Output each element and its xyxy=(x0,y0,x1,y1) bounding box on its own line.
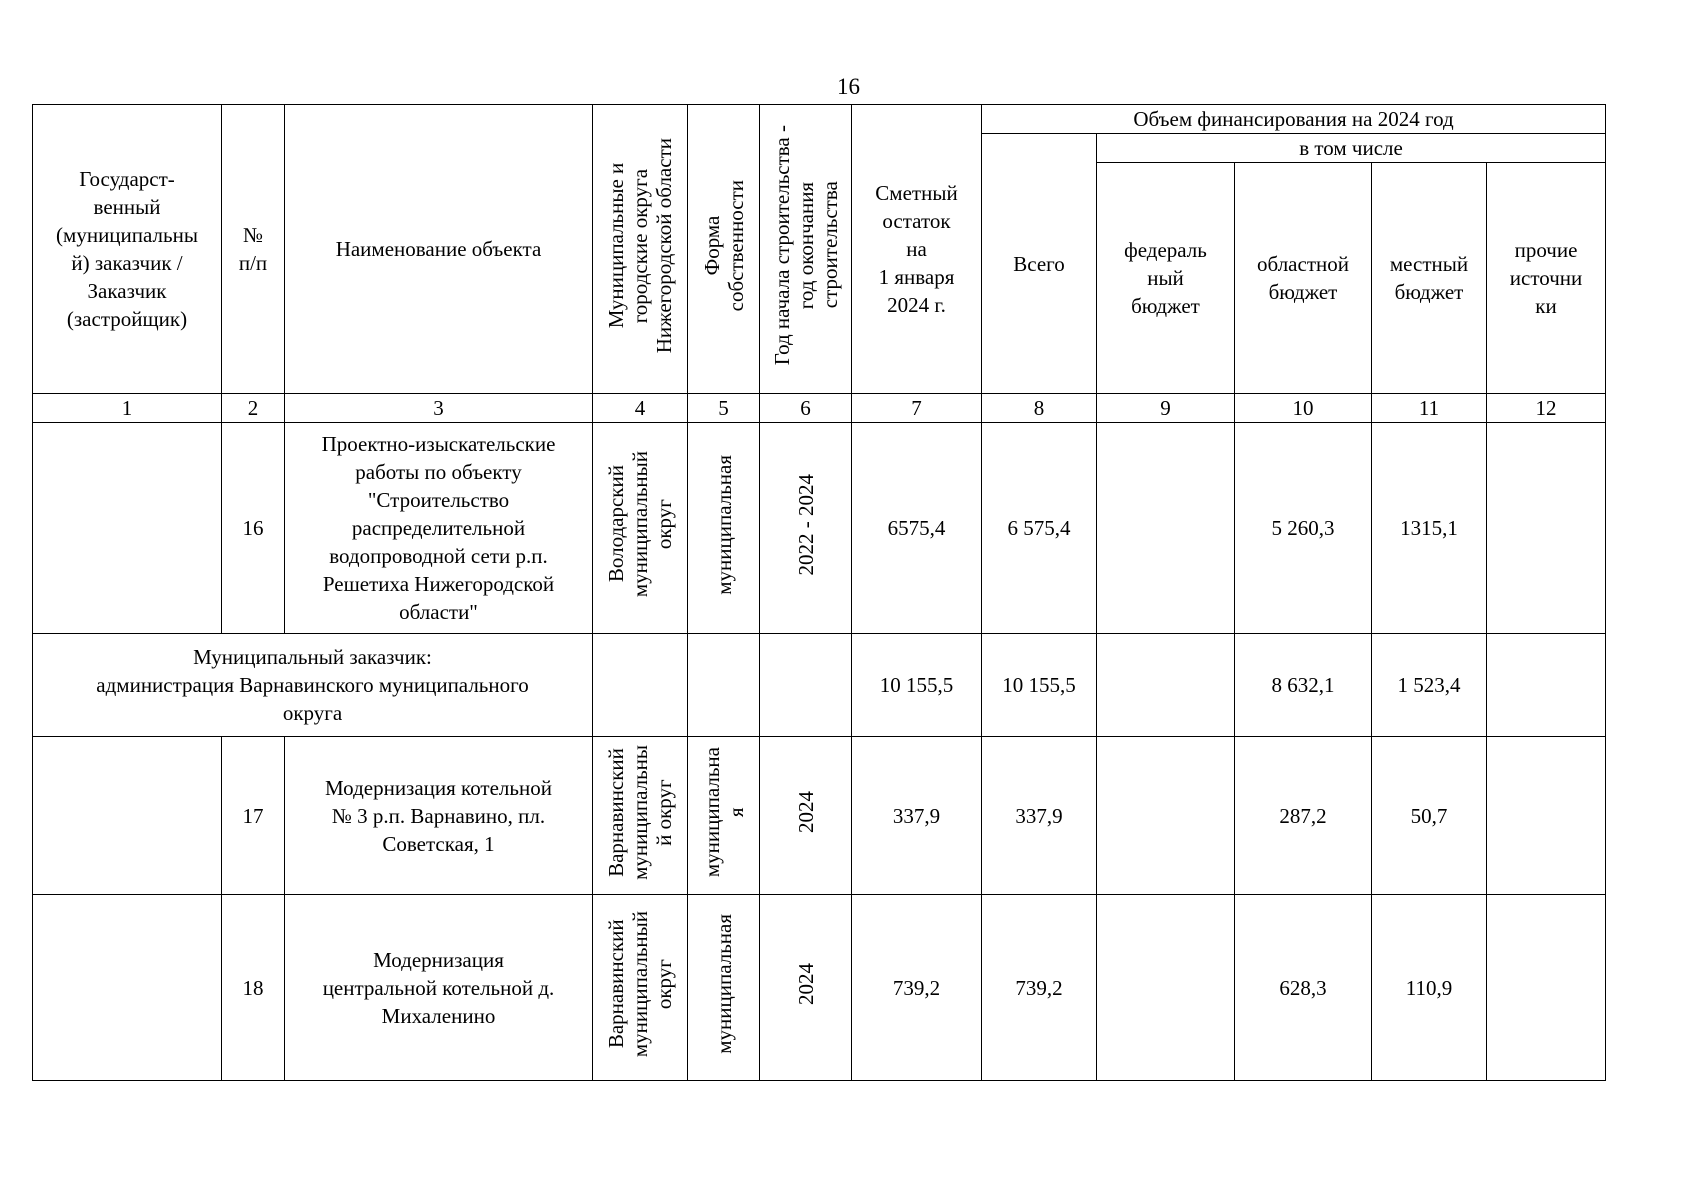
ownership-cell: муниципальна я xyxy=(688,737,760,895)
other-cell xyxy=(1487,423,1606,634)
remainder-cell: 10 155,5 xyxy=(852,634,982,737)
federal-cell xyxy=(1097,895,1235,1081)
column-number: 4 xyxy=(593,394,688,423)
remainder-cell: 739,2 xyxy=(852,895,982,1081)
column-number: 11 xyxy=(1372,394,1487,423)
header-local: местный бюджет xyxy=(1372,163,1487,394)
header-years: Год начала строительства - год окончания строительства xyxy=(760,105,852,394)
column-number: 7 xyxy=(852,394,982,423)
municipality-cell: Володарский муниципальный округ xyxy=(593,423,688,634)
page-number: 16 xyxy=(837,74,860,99)
total-cell: 739,2 xyxy=(982,895,1097,1081)
group-title: Муниципальный заказчик: администрация Варнавинского муниципального округа xyxy=(33,634,593,737)
total-cell: 337,9 xyxy=(982,737,1097,895)
header-ownership: Форма собственности xyxy=(688,105,760,394)
total-cell: 6 575,4 xyxy=(982,423,1097,634)
header-other: прочие источни ки xyxy=(1487,163,1606,394)
ownership-cell: муниципальная xyxy=(688,895,760,1081)
local-cell: 1 523,4 xyxy=(1372,634,1487,737)
municipality-cell xyxy=(593,634,688,737)
column-number: 10 xyxy=(1235,394,1372,423)
header-remainder: Сметный остаток на 1 января 2024 г. xyxy=(852,105,982,394)
years-cell xyxy=(760,634,852,737)
other-cell xyxy=(1487,634,1606,737)
other-cell xyxy=(1487,737,1606,895)
total-cell: 10 155,5 xyxy=(982,634,1097,737)
remainder-cell: 337,9 xyxy=(852,737,982,895)
column-number: 8 xyxy=(982,394,1097,423)
financing-table xyxy=(32,104,1606,1081)
federal-cell xyxy=(1097,634,1235,737)
column-number: 5 xyxy=(688,394,760,423)
customer-cell xyxy=(33,737,222,895)
header-regional: областной бюджет xyxy=(1235,163,1372,394)
object-name: Модернизация центральной котельной д. Михаленино xyxy=(285,895,593,1081)
column-number: 6 xyxy=(760,394,852,423)
table-row xyxy=(33,737,1606,895)
other-cell xyxy=(1487,895,1606,1081)
object-name: Модернизация котельной № 3 р.п. Варнавино, пл. Советская, 1 xyxy=(285,737,593,895)
header-total: Всего xyxy=(982,134,1097,394)
years-cell: 2024 xyxy=(760,895,852,1081)
federal-cell xyxy=(1097,423,1235,634)
local-cell: 50,7 xyxy=(1372,737,1487,895)
row-num: 17 xyxy=(222,737,285,895)
column-number: 12 xyxy=(1487,394,1606,423)
row-num: 18 xyxy=(222,895,285,1081)
federal-cell xyxy=(1097,737,1235,895)
column-number: 1 xyxy=(33,394,222,423)
regional-cell: 8 632,1 xyxy=(1235,634,1372,737)
customer-cell xyxy=(33,895,222,1081)
column-number: 2 xyxy=(222,394,285,423)
header-federal: федераль ный бюджет xyxy=(1097,163,1235,394)
regional-cell: 287,2 xyxy=(1235,737,1372,895)
column-number: 9 xyxy=(1097,394,1235,423)
header-municipality: Муниципальные и городские округа Нижегородской области xyxy=(593,105,688,394)
local-cell: 110,9 xyxy=(1372,895,1487,1081)
column-number: 3 xyxy=(285,394,593,423)
header-including: в том числе xyxy=(1097,134,1606,163)
header-object-name: Наименование объекта xyxy=(285,105,593,394)
table-row xyxy=(33,895,1606,1081)
ownership-cell xyxy=(688,634,760,737)
municipality-cell: Варнавинский муниципальный округ xyxy=(593,895,688,1081)
table-row xyxy=(33,423,1606,634)
ownership-cell: муниципальная xyxy=(688,423,760,634)
group-row xyxy=(33,634,1606,737)
object-name: Проектно-изыскательские работы по объекту "Строительство распределительной водопроводной сети р.п. Решетиха Нижегородской области" xyxy=(285,423,593,634)
header-customer: Государст- венный (муниципальны й) заказчик / Заказчик (застройщик) xyxy=(33,105,222,394)
remainder-cell: 6575,4 xyxy=(852,423,982,634)
regional-cell: 628,3 xyxy=(1235,895,1372,1081)
column-number-row xyxy=(33,394,1606,423)
years-cell: 2022 - 2024 xyxy=(760,423,852,634)
header-funding-group: Объем финансирования на 2024 год xyxy=(982,105,1606,134)
local-cell: 1315,1 xyxy=(1372,423,1487,634)
regional-cell: 5 260,3 xyxy=(1235,423,1372,634)
header-num: № п/п xyxy=(222,105,285,394)
row-num: 16 xyxy=(222,423,285,634)
municipality-cell: Варнавинский муниципальны й округ xyxy=(593,737,688,895)
customer-cell xyxy=(33,423,222,634)
years-cell: 2024 xyxy=(760,737,852,895)
